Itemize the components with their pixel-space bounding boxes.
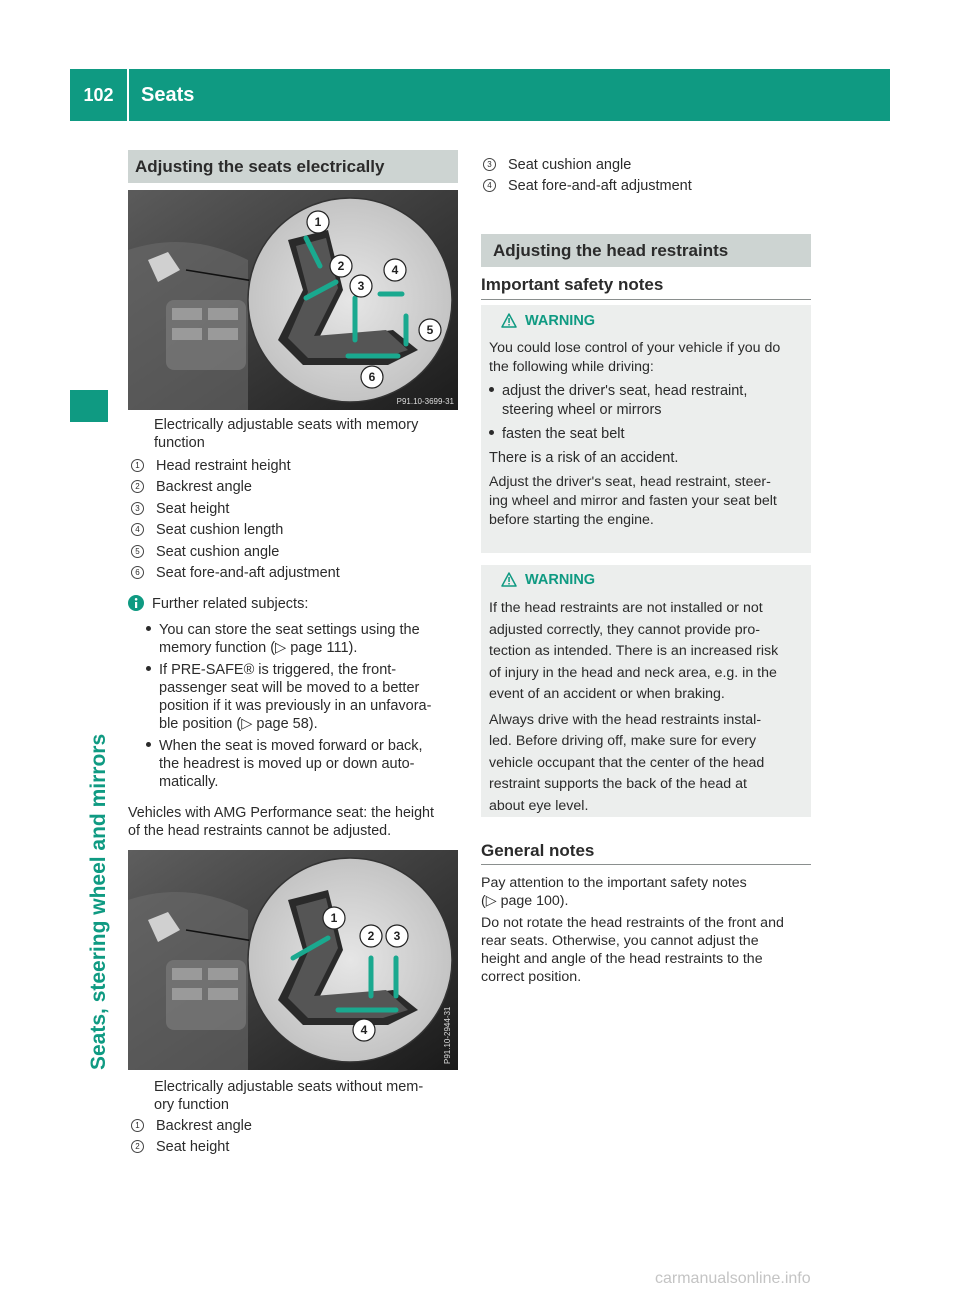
warning-title-row (501, 312, 807, 333)
item-text: Backrest angle (156, 1118, 252, 1134)
general-notes-text (481, 874, 816, 986)
section-heading-head-restraints: Adjusting the head restraints (481, 234, 811, 267)
image-code: P91.10-3699-31 (396, 397, 454, 406)
list-item (131, 1116, 451, 1137)
warning-content (489, 312, 807, 530)
warning-line: adjusted correctly, they cannot provide pro- (489, 621, 761, 638)
subheading-general-notes: General notes (481, 841, 595, 860)
warning-title-row (501, 571, 807, 592)
list-item (131, 542, 451, 563)
warning-line: vehicle occupant that the center of the head (489, 754, 765, 771)
bullet-line: steering wheel or mirrors (502, 402, 662, 418)
callout-6: 6 (368, 370, 376, 384)
callout-4: 4 (391, 263, 399, 277)
warning-line: Adjust the driver's seat, head restraint, steer- (489, 474, 771, 490)
item-text: Seat cushion length (156, 522, 284, 539)
item-number: 2 (131, 480, 144, 493)
footer-watermark: carmanualsonline.info (655, 1270, 811, 1287)
image-code: P91.10-2944-31 (443, 1006, 452, 1064)
warning-line: of injury in the head and neck area, e.g. in the (489, 664, 777, 681)
warning-line: about eye level. (489, 797, 589, 814)
subheading-rule (481, 299, 811, 300)
callout-5: 5 (426, 323, 434, 337)
warning-line: You could lose control of your vehicle if you do (489, 340, 781, 356)
bullet-dot (146, 626, 151, 631)
callout-2: 2 (337, 259, 345, 273)
item-number: 3 (483, 158, 496, 171)
bullet-line: When the seat is moved forward or back, (159, 738, 423, 754)
item-text: Seat cushion angle (508, 157, 632, 173)
list-item (131, 520, 451, 541)
warning-advice (489, 473, 807, 530)
info-bullet (146, 621, 458, 657)
image1-caption (154, 416, 454, 452)
caption-line: ory function (154, 1097, 229, 1113)
amg-note (128, 804, 463, 840)
header-divider (127, 69, 129, 121)
bullet-line: You can store the seat settings using the (159, 622, 420, 638)
bullet-line: the headrest is moved up or down auto- (159, 756, 415, 772)
info-title-row (128, 594, 458, 617)
warning-line: led. Before driving off, make sure for every (489, 733, 757, 749)
item-number: 5 (131, 545, 144, 558)
chapter-tab-marker (70, 390, 108, 422)
chapter-title: Seats (141, 84, 195, 106)
seat-controls-illustration (128, 190, 458, 410)
item-number: 3 (131, 502, 144, 515)
item-number: 1 (131, 1119, 144, 1132)
side-chapter-text: Seats, steering wheel and mirrors (87, 733, 110, 1070)
list-standard-seat-functions (131, 1116, 451, 1159)
item-number: 4 (131, 523, 144, 536)
list-memory-seat-functions (131, 456, 451, 584)
callout-1: 1 (314, 215, 322, 229)
warning-intro (489, 339, 807, 377)
callout-3: 3 (393, 929, 401, 943)
subheading-safety-notes: Important safety notes (481, 275, 664, 294)
warning-line: ing wheel and mirror and fasten your seat belt (489, 493, 777, 509)
warning-line: event of an accident or when braking. (489, 686, 725, 702)
bullet-line: fasten the seat belt (502, 426, 625, 442)
info-bullets (146, 621, 458, 791)
warning-line: Always drive with the head restraints instal- (489, 711, 762, 728)
general-line: correct position. (481, 969, 582, 985)
warning-paragraph-2 (489, 710, 807, 818)
general-line: Do not rotate the head restraints of the front and (481, 915, 784, 931)
info-title: Further related subjects: (152, 596, 309, 612)
bullet-line: passenger seat will be moved to a better (159, 680, 420, 696)
warning-risk: There is a risk of an accident. (489, 450, 679, 466)
list-item (483, 176, 803, 197)
item-number: 2 (131, 1140, 144, 1153)
warning-title: WARNING (525, 313, 596, 329)
general-line: rear seats. Otherwise, you cannot adjust the (481, 933, 759, 949)
subheading-rule (481, 864, 811, 865)
section-heading-seats-electric: Adjusting the seats electrically (128, 150, 458, 183)
list-item (131, 499, 451, 520)
callout-3: 3 (357, 279, 365, 293)
caption-line: Electrically adjustable seats with memory (154, 417, 419, 433)
list-item (131, 563, 451, 584)
item-text: Seat height (156, 500, 230, 517)
amg-note-line: of the head restraints cannot be adjusted. (128, 823, 392, 839)
list-standard-seat-functions-cont (483, 155, 803, 198)
warning-paragraph-1 (489, 598, 807, 706)
bullet-line: If PRE-SAFE® is triggered, the front- (159, 662, 397, 678)
general-line: Pay attention to the important safety notes (481, 875, 747, 891)
caption-line: Electrically adjustable seats without mem- (154, 1079, 424, 1095)
side-chapter-label (84, 430, 114, 1070)
bullet-dot (146, 666, 151, 671)
seat-controls-memory-image (128, 190, 458, 410)
item-number: 4 (483, 179, 496, 192)
bullet-line: matically. (159, 774, 219, 790)
warning-content (489, 571, 807, 817)
warning-triangle-icon (501, 572, 517, 592)
callout-2: 2 (367, 929, 375, 943)
caption-line: function (154, 435, 205, 451)
warning-line: before starting the engine. (489, 512, 654, 528)
warning-title: WARNING (525, 572, 596, 588)
list-item (131, 456, 451, 477)
warning-box-driving-adjustment (481, 305, 811, 553)
bullet-line: memory function (▷ page 111). (159, 640, 358, 656)
seat-controls-illustration-2 (128, 850, 458, 1070)
general-line: height and angle of the head restraints to the (481, 951, 763, 967)
item-text: Seat height (156, 1139, 230, 1156)
list-item (131, 1137, 451, 1158)
bullet-line: position if it was previously in an unfavora- (159, 698, 432, 714)
item-text: Seat cushion angle (156, 543, 280, 560)
info-bullet (146, 661, 458, 733)
item-text: Head restraint height (156, 458, 291, 474)
info-further-subjects (128, 594, 458, 791)
callout-4: 4 (360, 1023, 368, 1037)
warning-box-head-restraints (481, 565, 811, 817)
item-text: Backrest angle (156, 479, 252, 496)
page-number: 102 (83, 85, 114, 105)
amg-note-line: Vehicles with AMG Performance seat: the height (128, 805, 434, 821)
warning-line: the following while driving: (489, 359, 654, 375)
bullet-line: ble position (▷ page 58). (159, 716, 318, 732)
callout-1: 1 (330, 911, 338, 925)
warning-bullets (489, 382, 807, 444)
bullet-dot (489, 387, 494, 392)
warning-line: If the head restraints are not installed or not (489, 600, 763, 616)
item-text: Seat fore-and-aft adjustment (508, 178, 692, 195)
bullet-line: adjust the driver's seat, head restraint, (502, 383, 748, 399)
item-text: Seat fore-and-aft adjustment (156, 565, 340, 582)
list-item (131, 477, 451, 498)
warning-line: tection as intended. There is an increased risk (489, 643, 779, 659)
seat-controls-no-memory-image (128, 850, 458, 1070)
item-number: 6 (131, 566, 144, 579)
item-number: 1 (131, 459, 144, 472)
warning-triangle-icon (501, 313, 517, 333)
general-line: (▷ page 100). (481, 893, 569, 909)
image2-caption (154, 1078, 454, 1114)
info-icon (128, 595, 144, 617)
info-bullet (146, 737, 458, 791)
list-item (483, 155, 803, 176)
warning-line: restraint supports the back of the head at (489, 776, 747, 792)
bullet-dot (489, 430, 494, 435)
bullet-dot (146, 742, 151, 747)
